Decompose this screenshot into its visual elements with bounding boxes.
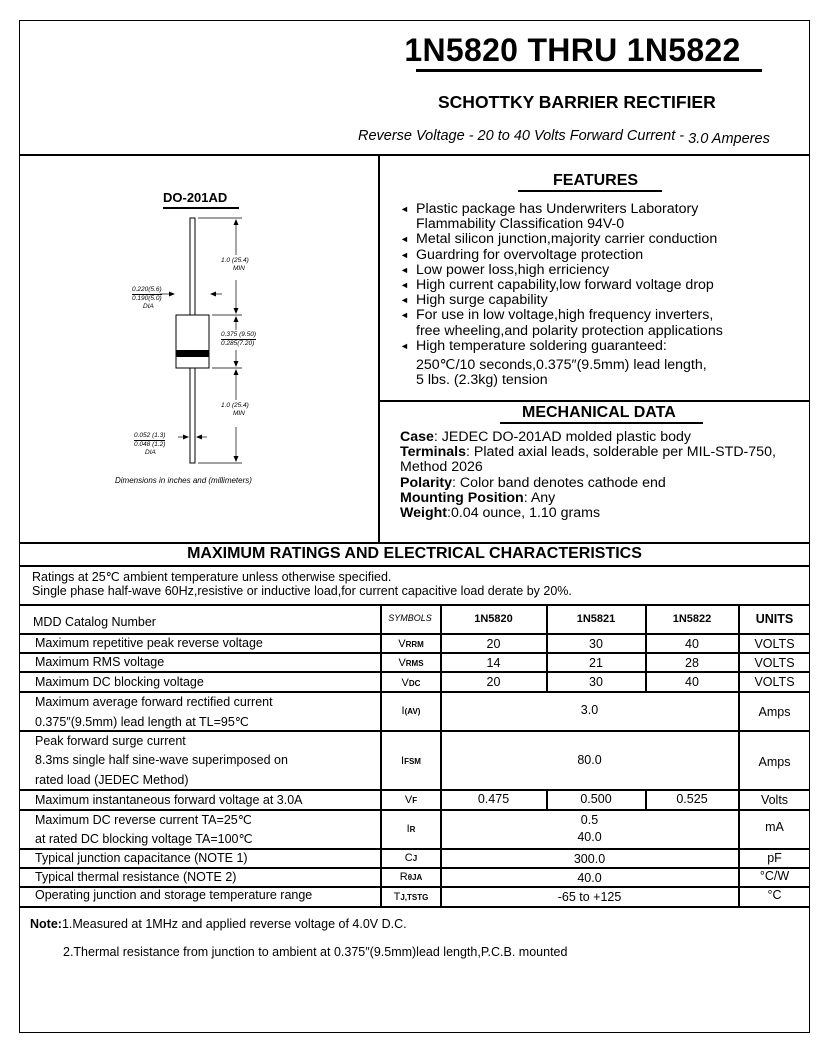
row-value-1n5822: 0.525 [676, 792, 708, 806]
row-value-1n5820: 14 [486, 656, 501, 670]
feature-item: ◄ High surge capability [400, 292, 548, 309]
col-header-units: UNITS [755, 612, 794, 626]
row-unit: °C/W [759, 869, 790, 883]
ratings-condition-1: Ratings at 25℃ ambient temperature unless otherwise specified. [32, 570, 392, 584]
bullet-icon: ◄ [400, 295, 409, 306]
dim-lead-bottom-min: MIN [232, 410, 245, 417]
row-unit: Amps [758, 755, 791, 769]
row-unit: VOLTS [754, 656, 795, 670]
dim-lead-dia-label: DIA [145, 449, 156, 456]
table-rule [19, 809, 810, 811]
package-name-underline [163, 207, 239, 209]
note-2: 2.Thermal resistance from junction to ambient at 0.375″(9.5mm)lead length,P.C.B. mounted [63, 945, 568, 959]
divider-features [378, 400, 810, 402]
mechanical-data [400, 430, 805, 521]
row-param: Typical thermal resistance (NOTE 2) [35, 870, 237, 884]
row-symbol: VF [404, 794, 418, 806]
page-subtitle: SCHOTTKY BARRIER RECTIFIER [438, 92, 716, 112]
feature-item: ◄ For use in low voltage,high frequency inverters, [400, 307, 714, 324]
package-name: DO-201AD [163, 190, 228, 205]
row-value-1n5820: 20 [486, 637, 501, 651]
row-value-ta25: 0.5 [580, 813, 599, 827]
row-unit: VOLTS [754, 637, 795, 651]
row-param-cont: rated load (JEDEC Method) [35, 773, 189, 787]
bullet-icon: ◄ [400, 310, 409, 321]
row-symbol: VRMS [398, 657, 424, 669]
feature-item: ◄ High temperature soldering guaranteed: [400, 337, 667, 354]
dim-lead-dia-max: 0.052 (1.3) [134, 432, 166, 439]
mech-case: Case: JEDEC DO-201AD molded plastic body [400, 429, 691, 445]
divider-vertical [378, 154, 380, 543]
row-symbol: I(AV) [401, 705, 421, 717]
table-rule [19, 604, 810, 606]
row-value-1n5822: 28 [685, 656, 699, 670]
dim-lead-top-value: 1.0 (25.4) [221, 257, 249, 264]
feature-item-continuation: free wheeling,and polarity protection applications [416, 322, 723, 339]
row-param: Peak forward surge current [35, 734, 186, 748]
mechanical-underline [500, 422, 703, 424]
mech-polarity: Polarity: Color band denotes cathode end [400, 474, 666, 491]
dim-lead-dia-min: 0.048 (1.2) [134, 441, 166, 448]
feature-item-continuation: Flammability Classification 94V-0 [416, 216, 625, 233]
feature-item: ◄ Guardring for overvoltage protection [400, 246, 644, 263]
mech-weight: Weight:0.04 ounce, 1.10 grams [400, 505, 601, 522]
row-unit: Volts [760, 793, 789, 807]
dim-body-dia-label: DIA [143, 303, 154, 310]
dim-body-dia-min: 0.190(5.0) [132, 295, 162, 302]
dim-lead-bottom-value: 1.0 (25.4) [221, 402, 249, 409]
mech-terminals-cont: Method 2026 [400, 459, 483, 476]
dim-lead-bottom [221, 402, 249, 418]
table-rule [19, 867, 810, 869]
feature-item: ◄ High current capability,low forward voltage drop [400, 277, 714, 294]
dim-body-dia-max: 0.220(5.6) [132, 286, 162, 293]
row-param: Maximum DC reverse current TA=25℃ [35, 813, 252, 827]
divider-header [19, 154, 810, 156]
bullet-icon: ◄ [400, 340, 409, 351]
col-header-1n5822: 1N5822 [672, 613, 712, 625]
table-rule [19, 906, 810, 908]
col-header-1n5821: 1N5821 [576, 613, 616, 625]
dim-body-length [221, 331, 256, 348]
row-symbol: VDC [401, 677, 421, 689]
row-param: Maximum RMS voltage [35, 655, 165, 669]
divider-ratings [19, 542, 810, 544]
row-symbol: CJ [404, 852, 418, 864]
row-value-all: -65 to +125 [557, 890, 622, 904]
page-title: 1N5820 THRU 1N5822 [404, 32, 741, 68]
note-1: Note:1.Measured at 1MHz and applied reverse voltage of 4.0V D.C. [30, 917, 407, 931]
row-param: Maximum DC blocking voltage [35, 675, 204, 689]
row-param: Maximum repetitive peak reverse voltage [35, 636, 263, 650]
row-param: Typical junction capacitance (NOTE 1) [35, 851, 248, 865]
row-value-1n5821: 21 [589, 656, 603, 670]
row-symbol: IR [406, 823, 416, 835]
bullet-icon: ◄ [400, 234, 409, 245]
feature-item: ◄ Metal silicon junction,majority carrier conduction [400, 231, 718, 248]
dimensions-note: Dimensions in inches and (millimeters) [115, 476, 252, 485]
bullet-icon: ◄ [400, 280, 409, 291]
ratings-summary [358, 128, 770, 147]
row-param: Maximum instantaneous forward voltage at 3.0A [35, 793, 303, 807]
ratings-summary-text: Reverse Voltage - 20 to 40 Volts Forward Current - [358, 128, 689, 144]
table-rule [19, 633, 810, 635]
row-value-1n5822: 40 [685, 675, 699, 689]
features-underline [518, 190, 662, 192]
row-value-1n5821: 0.500 [580, 792, 612, 806]
row-value-1n5822: 40 [685, 637, 699, 651]
bullet-icon: ◄ [400, 204, 409, 214]
row-value-all: 3.0 [580, 703, 599, 717]
row-unit: pF [767, 851, 782, 865]
row-unit: Amps [758, 705, 791, 719]
dim-lead-dia [134, 432, 165, 457]
feature-item: ◄ Low power loss,high erriciency [400, 261, 610, 278]
row-unit: °C [767, 888, 782, 902]
row-symbol: IFSM [401, 755, 421, 767]
dim-body-dia [132, 286, 162, 311]
title-underline [416, 69, 762, 72]
dim-body-length-min: 0.285(7.20) [221, 340, 255, 347]
row-symbol: VRRM [398, 638, 424, 650]
table-rule [19, 730, 810, 732]
feature-item-continuation: 5 lbs. (2.3kg) tension [416, 372, 548, 389]
col-header-symbols: SYMBOLS [388, 613, 432, 623]
mechanical-title: MECHANICAL DATA [522, 404, 676, 421]
dim-body-length-max: 0.375 (9.50) [221, 331, 257, 338]
row-param-cont: at rated DC blocking voltage TA=100℃ [35, 832, 253, 846]
ratings-condition-2: Single phase half-wave 60Hz,resistive or inductive load,for current capacitive load derate by 20%. [32, 583, 572, 598]
col-header-1n5820: 1N5820 [474, 613, 513, 625]
feature-item: ◄ Plastic package has Underwriters Laboratory [400, 201, 699, 217]
row-symbol: RθJA [399, 871, 423, 883]
table-rule [19, 671, 810, 673]
row-value-1n5821: 30 [589, 637, 603, 651]
row-value-1n5820: 0.475 [477, 792, 510, 806]
row-value-all: 300.0 [573, 852, 606, 866]
ratings-current: 3.0 Amperes [688, 131, 770, 147]
row-value-all: 40.0 [577, 871, 602, 885]
table-rule [19, 848, 810, 850]
row-value-1n5820: 20 [486, 675, 501, 689]
feature-item-continuation: 250℃/10 seconds,0.375″(9.5mm) lead length, [416, 357, 707, 374]
dim-lead-top [221, 257, 249, 273]
bullet-icon: ◄ [400, 264, 409, 275]
features-list [400, 202, 800, 388]
row-unit: VOLTS [754, 675, 795, 689]
row-param: Maximum average forward rectified current [35, 695, 273, 709]
bullet-icon: ◄ [400, 249, 409, 260]
row-value-ta100: 40.0 [577, 830, 602, 844]
ratings-title: MAXIMUM RATINGS AND ELECTRICAL CHARACTERISTICS [187, 545, 642, 562]
table-rule [19, 691, 810, 693]
row-unit: mA [765, 820, 784, 834]
dim-lead-top-min: MIN [232, 265, 245, 272]
ratings-conditions [32, 571, 572, 598]
table-rule [19, 789, 810, 791]
row-value-all: 80.0 [577, 753, 602, 767]
row-symbol: TJ,TSTG [393, 891, 429, 903]
row-param-cont: 0.375″(9.5mm) lead length at TL=95℃ [35, 715, 249, 729]
features-title: FEATURES [553, 172, 639, 189]
mech-terminals: Terminals: Plated axial leads, solderable per MIL-STD-750, [400, 444, 776, 461]
divider-ratings-title [19, 565, 810, 567]
mech-mounting: Mounting Position: Any [400, 489, 556, 506]
table-rule [19, 652, 810, 654]
col-header-param: MDD Catalog Number [33, 615, 156, 629]
row-value-1n5821: 30 [589, 675, 603, 689]
row-param-cont: 8.3ms single half sine-wave superimposed on [35, 753, 288, 767]
row-param: Operating junction and storage temperature range [35, 888, 313, 902]
